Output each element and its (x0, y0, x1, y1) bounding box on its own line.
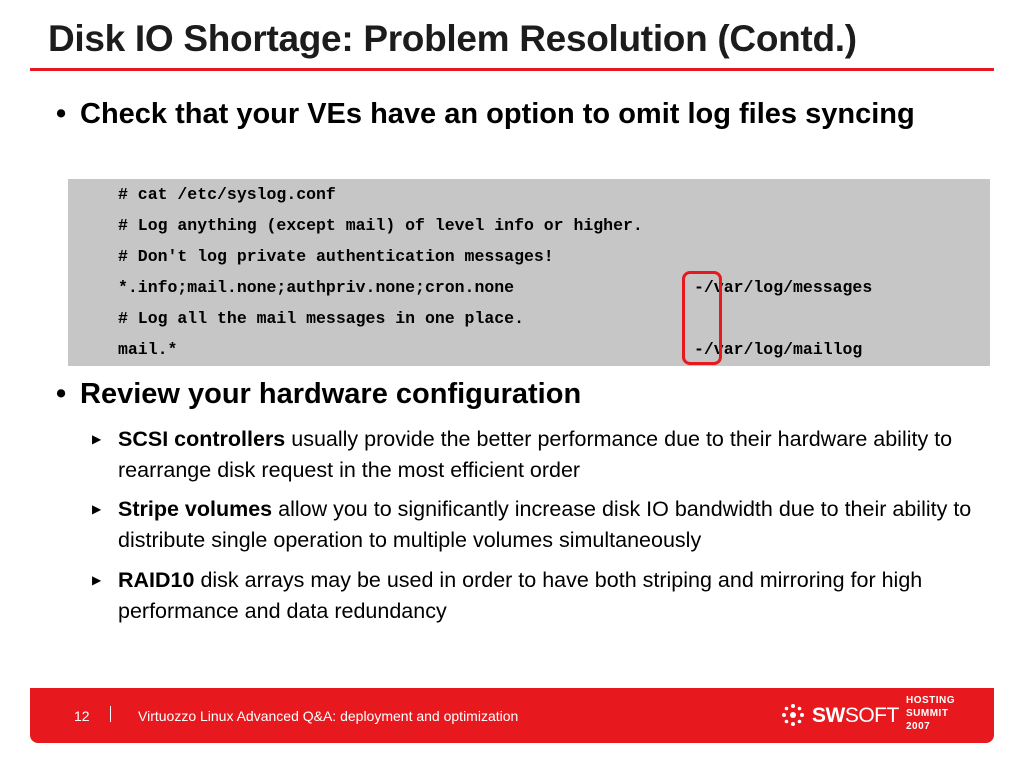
swsoft-logo-icon (780, 702, 806, 728)
bullet-text: Review your hardware configuration (80, 378, 582, 410)
sub-bullet-text: allow you to significantly increase disk IO bandwidth due to their ability to distribute single operation to multiple volumes simultaneously (118, 497, 972, 552)
bullet-dot-icon: • (56, 378, 67, 410)
sub-bullet-text: disk arrays may be used in order to have both striping and mirroring for high performance and data redundancy (118, 568, 923, 623)
footer-text: Virtuozzo Linux Advanced Q&A: deployment and optimization (138, 708, 519, 724)
bullet-text: Check that your VEs have an option to omit log files syncing (80, 98, 915, 130)
bullet-check-ves (56, 94, 956, 135)
sub-bullet-scsi (92, 424, 992, 486)
triangle-right-icon: ▶ (92, 573, 102, 587)
code-line: # Log all the mail messages in one place. (118, 309, 524, 328)
slide-title: Disk IO Shortage: Problem Resolution (Contd.) (48, 18, 857, 59)
sub-bullet-term: Stripe volumes (118, 497, 273, 521)
swsoft-logo (780, 700, 900, 732)
bullet-review-hardware (56, 374, 956, 415)
code-block (68, 179, 990, 366)
sub-bullet-raid10 (92, 565, 992, 627)
triangle-right-icon: ▶ (92, 502, 102, 516)
code-line: mail.* -/var/log/maillog (118, 340, 863, 359)
footer-separator (110, 706, 111, 722)
logo-wordmark: SWSOFT (812, 704, 899, 727)
title-divider (30, 68, 994, 71)
sub-bullet-term: SCSI controllers (118, 427, 286, 451)
code-line: # Don't log private authentication messages! (118, 247, 554, 266)
code-line: *.info;mail.none;authpriv.none;cron.none -/var/log/messages (118, 278, 873, 297)
code-line: # cat /etc/syslog.conf (118, 185, 336, 204)
footer-bar (30, 688, 994, 743)
sub-bullet-stripe (92, 494, 992, 556)
page-number: 12 (74, 708, 90, 724)
bullet-dot-icon: • (56, 98, 67, 130)
hosting-summit-badge: HOSTING SUMMIT 2007 (906, 695, 956, 732)
triangle-right-icon: ▶ (92, 432, 102, 446)
sub-bullet-text: usually provide the better performance due to their hardware ability to rearrange disk request in the most efficient order (118, 427, 953, 482)
dash-highlight-box (682, 271, 722, 365)
sub-bullet-term: RAID10 (118, 568, 195, 592)
code-line: # Log anything (except mail) of level info or higher. (118, 216, 643, 235)
